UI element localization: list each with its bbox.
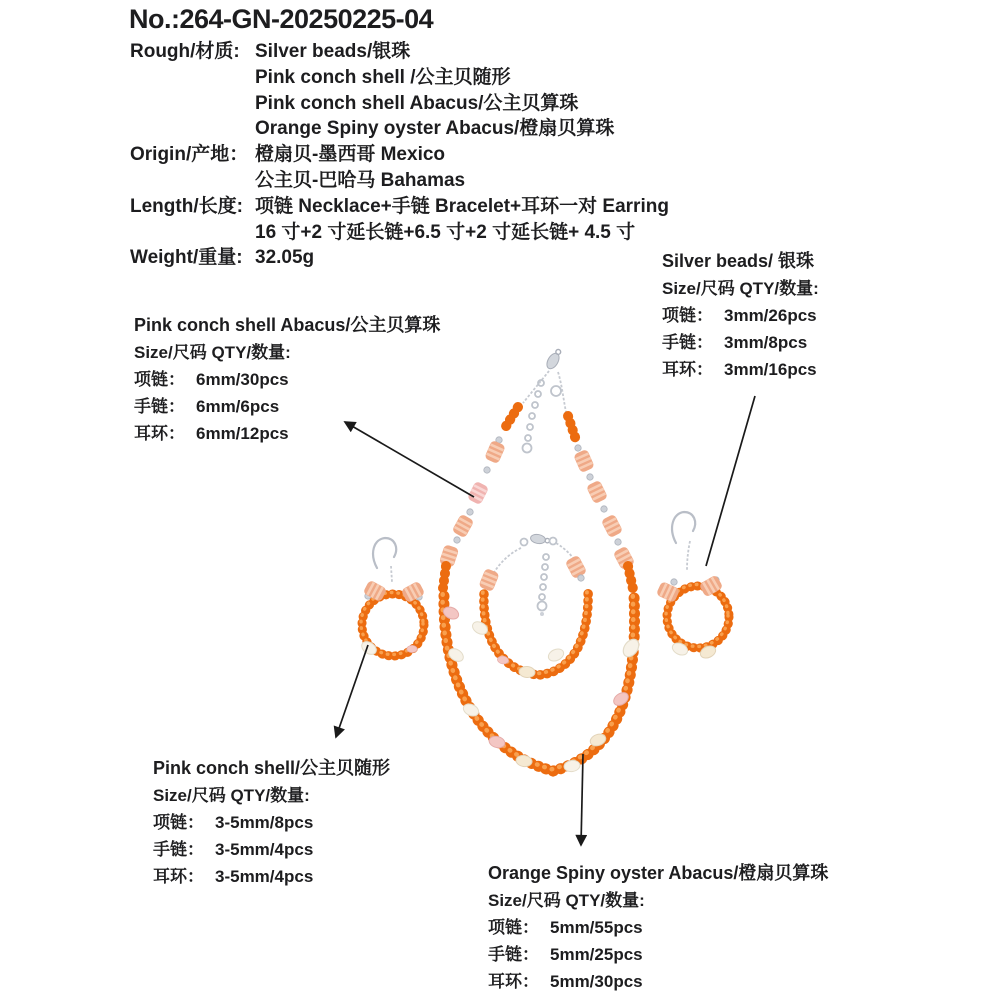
row-label: 耳环：	[488, 972, 539, 991]
spec-value: 16 寸+2 寸延长链+6.5 寸+2 寸延长链+ 4.5 寸	[255, 221, 636, 243]
row-value: 5mm/55pcs	[550, 918, 643, 937]
row-label: 手链：	[662, 333, 713, 352]
row-label: 手链：	[134, 397, 185, 416]
row-value: 3mm/16pcs	[724, 360, 817, 379]
bracelet-extension-chain	[538, 554, 550, 616]
callout-title: Pink conch shell Abacus/公主贝算珠	[134, 315, 441, 335]
row-label: 项链：	[662, 306, 713, 325]
spec-value: 32.05g	[255, 247, 315, 269]
spec-value: Pink conch shell Abacus/公主贝算珠	[255, 92, 579, 114]
row-label: 项链：	[153, 813, 204, 832]
spec-label: Weight/重量:	[130, 247, 243, 269]
spec-label: Length/长度:	[130, 195, 243, 217]
spec-label: Origin/产地：	[130, 144, 249, 166]
callout-title: Silver beads/ 银珠	[662, 251, 815, 271]
necklace-illustration	[439, 347, 642, 772]
callout-size-header: Size/尺码 QTY/数量:	[662, 279, 819, 298]
callout-title: Pink conch shell/公主贝随形	[153, 758, 391, 778]
spec-label: Rough/材质:	[130, 41, 240, 62]
row-value: 3mm/8pcs	[724, 333, 808, 352]
callout-line-silver-beads	[706, 396, 755, 566]
callout-size-header: Size/尺码 QTY/数量:	[134, 343, 291, 362]
ear-wire	[373, 538, 396, 568]
row-value: 3-5mm/8pcs	[215, 813, 314, 832]
product-number: No.:264-GN-20250225-04	[129, 4, 434, 34]
necklace-extension-chain	[523, 380, 545, 453]
spec-value: Silver beads/银珠	[255, 41, 411, 62]
bracelet-illustration	[470, 533, 588, 678]
bracelet-clasp	[530, 533, 550, 545]
ear-wire	[672, 512, 695, 543]
callout-arrow-orange-spiny	[581, 754, 583, 845]
spec-value: 公主贝-巴哈马 Bahamas	[255, 169, 466, 191]
row-value: 5mm/30pcs	[550, 972, 643, 991]
row-label: 项链：	[488, 918, 539, 937]
row-label: 耳环：	[134, 424, 185, 443]
earring-left-illustration	[359, 538, 425, 657]
callout-arrow-pink-conch-abacus	[345, 422, 474, 497]
row-label: 耳环：	[153, 867, 204, 886]
callout-size-header: Size/尺码 QTY/数量:	[153, 786, 310, 805]
row-value: 3-5mm/4pcs	[215, 840, 314, 859]
spec-value: Orange Spiny oyster Abacus/橙扇贝算珠	[255, 118, 615, 140]
row-label: 手链：	[153, 840, 204, 859]
row-value: 3-5mm/4pcs	[215, 867, 314, 886]
row-value: 6mm/6pcs	[196, 397, 280, 416]
row-value: 3mm/26pcs	[724, 306, 817, 325]
spec-value: 项链 Necklace+手链 Bracelet+耳环一对 Earring	[255, 195, 669, 217]
row-value: 6mm/30pcs	[196, 370, 289, 389]
row-value: 6mm/12pcs	[196, 424, 289, 443]
spec-value: Pink conch shell /公主贝随形	[255, 66, 511, 88]
row-value: 5mm/25pcs	[550, 945, 643, 964]
spec-value: 橙扇贝-墨西哥 Mexico	[255, 144, 446, 166]
row-label: 耳环：	[662, 360, 713, 379]
callout-size-header: Size/尺码 QTY/数量:	[488, 891, 645, 910]
earring-right-illustration	[656, 512, 729, 660]
row-label: 项链：	[134, 370, 185, 389]
necklace-clasp	[544, 347, 563, 371]
callout-title: Orange Spiny oyster Abacus/橙扇贝算珠	[488, 863, 829, 883]
row-label: 手链：	[488, 945, 539, 964]
callout-arrow-pink-conch-shell	[336, 645, 368, 737]
